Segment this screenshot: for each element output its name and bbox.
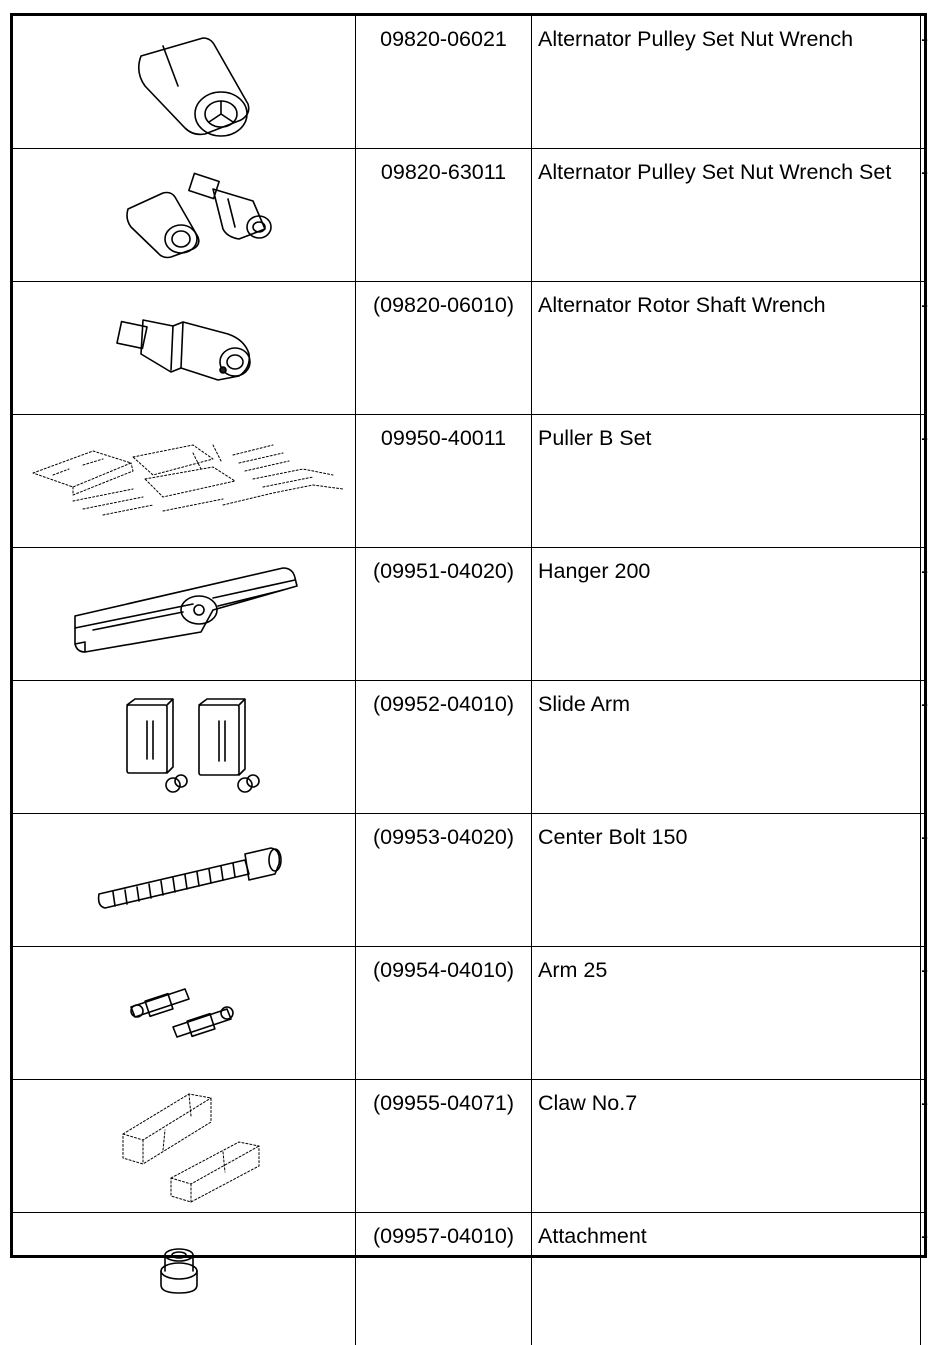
tool-illustration-cell	[13, 1213, 356, 1345]
table-row	[13, 149, 924, 282]
tool-name: Arm 25	[532, 947, 921, 1080]
table-row	[13, 16, 924, 149]
note-cell: -	[921, 947, 925, 1080]
tool-name: Alternator Rotor Shaft Wrench	[532, 282, 921, 415]
part-number: (09955-04071)	[356, 1080, 532, 1213]
tool-name: Attachment	[532, 1213, 921, 1345]
table-row	[13, 681, 924, 814]
table-row	[13, 282, 924, 415]
tool-illustration-cell	[13, 681, 356, 814]
tool-illustration-cell	[13, 548, 356, 681]
table-row	[13, 947, 924, 1080]
part-number: (09951-04020)	[356, 548, 532, 681]
note-cell: -	[921, 814, 925, 947]
table-row	[13, 415, 924, 548]
tool-name: Hanger 200	[532, 548, 921, 681]
tool-illustration-cell	[13, 149, 356, 282]
part-number: (09954-04010)	[356, 947, 532, 1080]
center-bolt-icon	[13, 814, 355, 938]
sst-table-frame	[10, 13, 927, 1258]
socket-wrench-icon	[13, 16, 355, 140]
table-row	[13, 1080, 924, 1213]
claw-icon	[13, 1080, 355, 1204]
note-cell: -	[921, 548, 925, 681]
table-row	[13, 548, 924, 681]
tool-illustration-cell	[13, 947, 356, 1080]
part-number: (09820-06010)	[356, 282, 532, 415]
tool-name: Alternator Pulley Set Nut Wrench	[532, 16, 921, 149]
special-service-tools-table	[13, 16, 924, 1345]
part-number: 09820-06021	[356, 16, 532, 149]
tool-illustration-cell	[13, 16, 356, 149]
tool-illustration-cell	[13, 1080, 356, 1213]
note-cell: -	[921, 16, 925, 149]
part-number: (09952-04010)	[356, 681, 532, 814]
tool-name: Slide Arm	[532, 681, 921, 814]
note-cell: -	[921, 1213, 925, 1345]
note-cell: -	[921, 149, 925, 282]
note-cell: -	[921, 681, 925, 814]
tool-name: Puller B Set	[532, 415, 921, 548]
tool-illustration-cell	[13, 282, 356, 415]
part-number: 09820-63011	[356, 149, 532, 282]
note-cell: -	[921, 415, 925, 548]
part-number: (09957-04010)	[356, 1213, 532, 1345]
hanger-icon	[13, 548, 355, 672]
slide-arm-icon	[13, 681, 355, 805]
tool-illustration-cell	[13, 415, 356, 548]
arm-icon	[13, 947, 355, 1071]
note-cell: -	[921, 282, 925, 415]
table-row	[13, 1213, 924, 1345]
tool-illustration-cell	[13, 814, 356, 947]
part-number: (09953-04020)	[356, 814, 532, 947]
socket-set-icon	[13, 149, 355, 273]
tool-name: Center Bolt 150	[532, 814, 921, 947]
shaft-wrench-icon	[13, 282, 355, 406]
table-row	[13, 814, 924, 947]
puller-set-icon	[13, 415, 355, 539]
tool-name: Alternator Pulley Set Nut Wrench Set	[532, 149, 921, 282]
part-number: 09950-40011	[356, 415, 532, 548]
attachment-icon	[13, 1213, 355, 1337]
note-cell: -	[921, 1080, 925, 1213]
tool-name: Claw No.7	[532, 1080, 921, 1213]
